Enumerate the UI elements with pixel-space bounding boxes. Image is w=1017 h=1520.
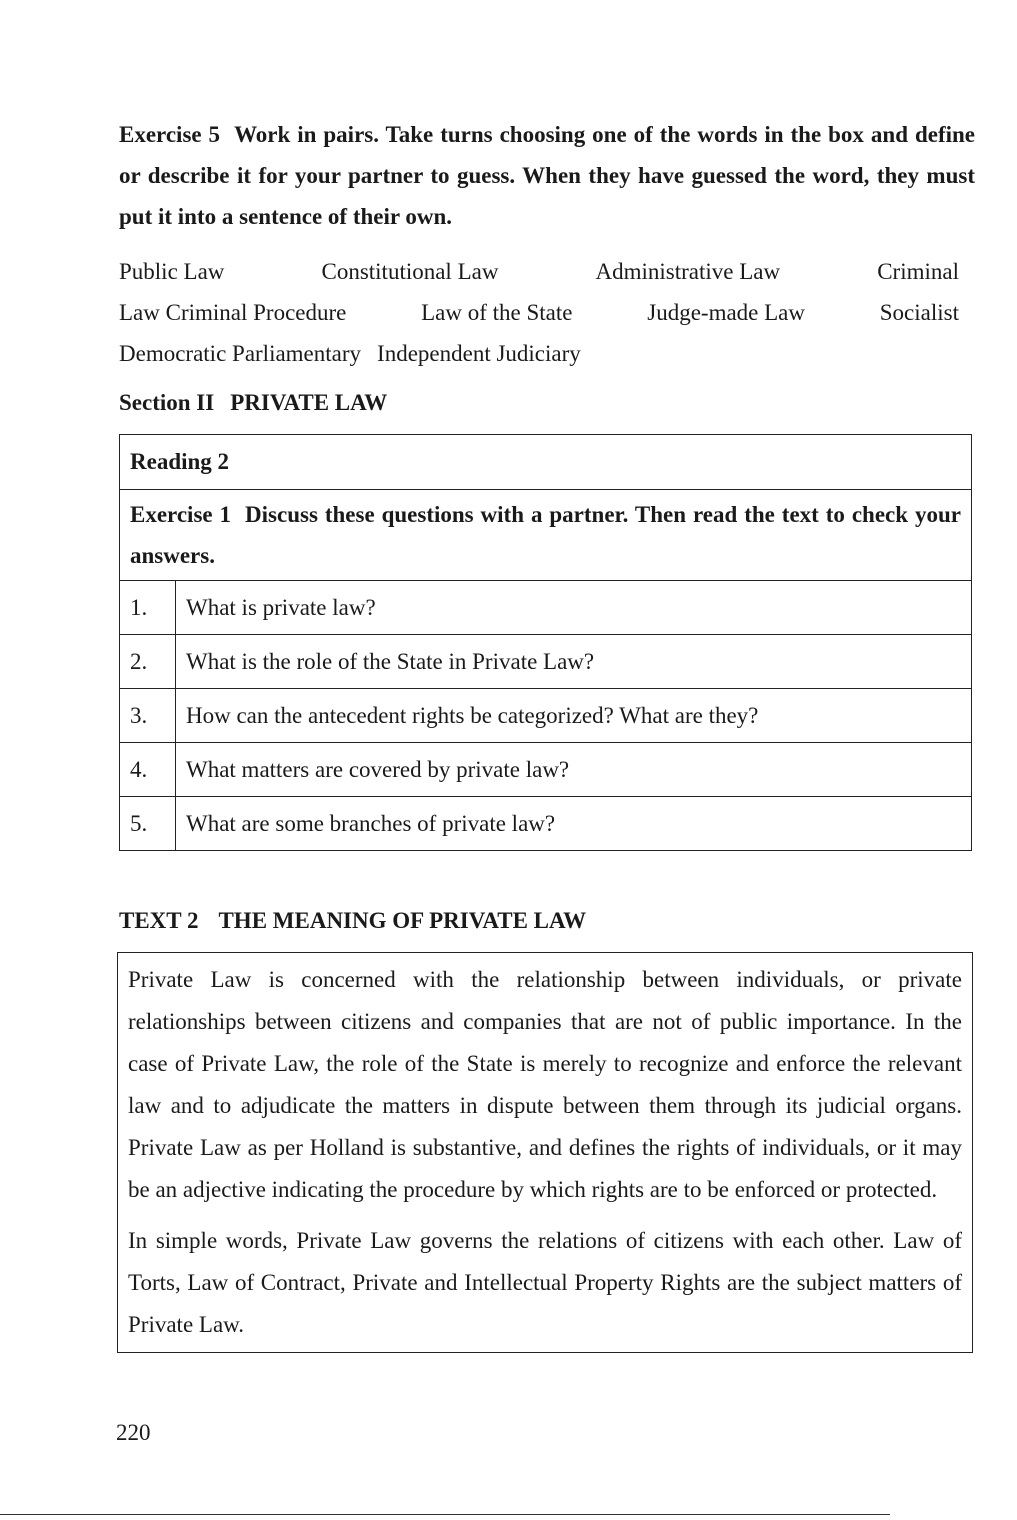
table-row	[120, 797, 972, 851]
bottom-divider	[0, 1514, 890, 1515]
exercise-5-label: Exercise 5	[119, 122, 221, 147]
exercise-5-instruction	[119, 114, 975, 237]
question-text: What are some branches of private law?	[176, 797, 972, 851]
word-item: Socialist	[879, 300, 959, 325]
question-text: How can the antecedent rights be categorized? What are they?	[176, 689, 972, 743]
word-item: Administrative Law	[595, 259, 781, 284]
question-number: 4.	[120, 743, 176, 797]
word-item: Judge-made Law	[647, 300, 805, 325]
reading-title: Reading 2	[120, 435, 972, 490]
section-label: Section II	[119, 390, 215, 415]
word-item: Independent Judiciary	[377, 341, 581, 366]
word-item: Democratic Parliamentary	[119, 341, 362, 366]
question-number: 3.	[120, 689, 176, 743]
word-item: Law of the State	[421, 300, 573, 325]
word-list-line	[119, 251, 959, 292]
exercise-5-text: Work in pairs. Take turns choosing one of the words in the box and define or describe it for your partner to guess. When they have guessed the word, they must put it into a sentence of their own.	[119, 122, 975, 229]
text-2-label: TEXT 2	[119, 908, 199, 933]
section-title: PRIVATE LAW	[230, 390, 388, 415]
question-number: 5.	[120, 797, 176, 851]
table-row	[120, 689, 972, 743]
reading-questions-table	[119, 434, 972, 851]
table-title-row	[120, 435, 972, 490]
text-paragraph: Private Law is concerned with the relationship between individuals, or private relationships between citizens and companies that are not of public importance. In the case of Private Law, the role of the State is merely to recognize and enforce the relevant law and to adjudicate the matters in dispute between them through its judicial organs. Private Law as per Holland is substantive, and defines the rights of individuals, or it may be an adjective indicating the procedure by which rights are to be enforced or protected.	[128, 967, 962, 1202]
question-text: What is the role of the State in Private Law?	[176, 635, 972, 689]
table-row	[120, 635, 972, 689]
vocabulary-word-list	[119, 251, 959, 374]
word-item: Constitutional Law	[321, 259, 499, 284]
word-list-line	[119, 333, 959, 374]
question-text: What matters are covered by private law?	[176, 743, 972, 797]
text-paragraph: In simple words, Private Law governs the relations of citizens with each other. Law of Torts, Law of Contract, Private and Intellectual Property Rights are the subject matters of Private Law.	[128, 1228, 962, 1337]
word-item: Criminal	[877, 259, 959, 284]
exercise-1-label: Exercise 1	[130, 502, 232, 527]
word-item: Public Law	[119, 259, 225, 284]
exercise-1-text: Discuss these questions with a partner. Then read the text to check your answers.	[130, 502, 961, 568]
exercise-1-instruction	[120, 490, 972, 581]
question-text: What is private law?	[176, 581, 972, 635]
table-row	[120, 743, 972, 797]
table-instruction-row	[120, 490, 972, 581]
text-2-heading	[119, 908, 586, 934]
section-heading	[119, 390, 387, 416]
question-number: 2.	[120, 635, 176, 689]
word-item: Law Criminal Procedure	[119, 300, 347, 325]
question-number: 1.	[120, 581, 176, 635]
page-number: 220	[116, 1420, 151, 1445]
reading-text-box	[117, 952, 973, 1353]
text-2-title: THE MEANING OF PRIVATE LAW	[218, 908, 587, 933]
word-list-line	[119, 292, 959, 333]
table-row	[120, 581, 972, 635]
